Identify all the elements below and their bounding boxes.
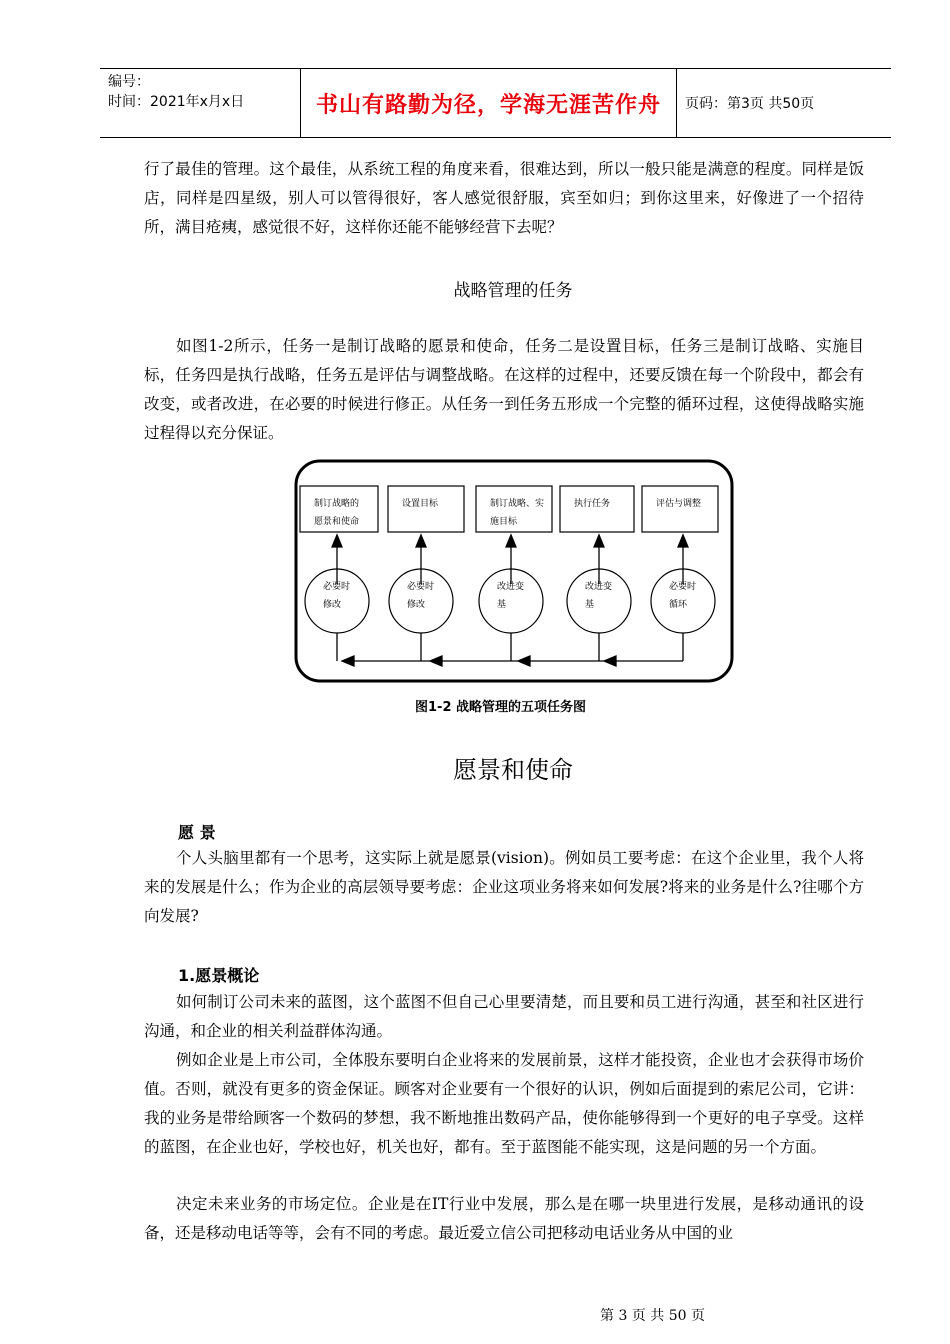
figure-caption: 图1-2 战略管理的五项任务图 xyxy=(415,700,587,715)
up-arrowhead-3 xyxy=(506,535,516,547)
page-footer: 第 3 页 共 50 页 xyxy=(600,1308,705,1324)
paragraph-5: 例如企业是上市公司，全体股东要明白企业将来的发展前景，这样才能投资，企业也才会获得市场价值。否则，就没有更多的资金保证。顾客对企业要有一个很好的认识，例如后面提到的索尼公司，它讲：我的业务是带给顾客一个数码的梦想，我不断地推出数码产品，使你能够得到一个更好的电子享受。这样的蓝图，在企业也好，学校也好，机关也好，都有。至于蓝图能不能实现，这是问题的另一个方面。 xyxy=(144,1051,864,1156)
circle-label: 基 xyxy=(497,600,507,610)
header-meta xyxy=(108,72,244,112)
task-box-1 xyxy=(300,486,378,532)
circle-label: 循环 xyxy=(669,600,688,610)
paragraph-3: 个人头脑里都有一个思考，这实际上就是愿景(vision)。例如员工要考虑：在这个企业里，我个人将来的发展是什么；作为企业的高层领导要考虑：企业这项业务将来如何发展?将来的业务是什么?往哪个方向发展? xyxy=(144,849,864,925)
circle-label: 必要时 xyxy=(407,582,435,592)
chapter-title: 愿景和使命 xyxy=(453,756,573,784)
doc-time: 时间：2021年x月x日 xyxy=(108,94,245,110)
paragraph-6: 决定未来业务的市场定位。企业是在IT行业中发展，那么是在哪一块里进行发展，是移动通讯的设备，还是移动电话等等，会有不同的考虑。最近爱立信公司把移动电话业务从中国的业 xyxy=(144,1195,864,1242)
task-box-label: 执行任务 xyxy=(574,499,611,509)
circle-label: 基 xyxy=(585,600,595,610)
header-motto: 书山有路勤为径，学海无涯苦作舟 xyxy=(300,69,677,137)
up-arrowhead-2 xyxy=(416,535,426,547)
doc-number-label: 编号： xyxy=(108,74,150,90)
circle-label: 改进变 xyxy=(585,582,613,592)
header-page-info: 页码：第3页 共50页 xyxy=(685,96,815,112)
circle-label: 改进变 xyxy=(497,582,525,592)
feedback-arrowhead-1 xyxy=(342,656,354,666)
task-box-label: 制订战略、实 xyxy=(490,499,545,509)
circle-label: 修改 xyxy=(323,600,342,610)
feedback-arrowhead-4 xyxy=(604,656,616,666)
task-box-5 xyxy=(642,486,718,532)
paragraph-2: 如图1-2所示，任务一是制订战略的愿景和使命，任务二是设置目标，任务三是制订战略、实施目标，任务四是执行战略，任务五是评估与调整战略。在这样的过程中，还要反馈在每一个阶段中，都会有改变，或者改进，在必要的时候进行修正。从任务一到任务五形成一个完整的循环过程，这使得战略实施过程得以充分保证。 xyxy=(144,337,864,442)
task-box-label: 施目标 xyxy=(490,517,518,527)
sub-heading: 1.愿景概论 xyxy=(178,966,260,985)
circle-label: 必要时 xyxy=(323,582,351,592)
feedback-arrowhead-3 xyxy=(518,656,530,666)
paragraph-1: 行了最佳的管理。这个最佳，从系统工程的角度来看，很难达到，所以一般只能是满意的程度。同样是饭店，同样是四星级，别人可以管得很好，客人感觉很舒服，宾至如归；到你这里来，好像进了一个招待所，满目疮痍，感觉很不好，这样你还能不能够经营下去呢？ xyxy=(144,160,864,236)
task-box-label: 制订战略的 xyxy=(314,499,360,509)
section-title: 战略管理的任务 xyxy=(453,281,573,301)
strategy-diagram xyxy=(290,458,740,686)
circle-label: 修改 xyxy=(407,600,426,610)
up-arrowhead-5 xyxy=(678,535,688,547)
task-box-4 xyxy=(560,486,634,532)
up-arrowhead-1 xyxy=(332,535,342,547)
up-arrowhead-4 xyxy=(594,535,604,547)
task-box-label: 设置目标 xyxy=(402,499,439,509)
task-box-2 xyxy=(388,486,464,532)
paragraph-4: 如何制订公司未来的蓝图，这个蓝图不但自己心里要清楚，而且要和员工进行沟通，甚至和社区进行沟通，和企业的相关利益群体沟通。 xyxy=(144,993,864,1040)
task-box-label: 评估与调整 xyxy=(656,499,702,509)
page-header xyxy=(100,68,891,138)
task-box-3 xyxy=(476,486,552,532)
vision-heading: 愿 景 xyxy=(178,823,216,842)
feedback-arrowhead-2 xyxy=(430,656,442,666)
circle-label: 必要时 xyxy=(669,582,697,592)
task-box-label: 愿景和使命 xyxy=(314,517,360,527)
